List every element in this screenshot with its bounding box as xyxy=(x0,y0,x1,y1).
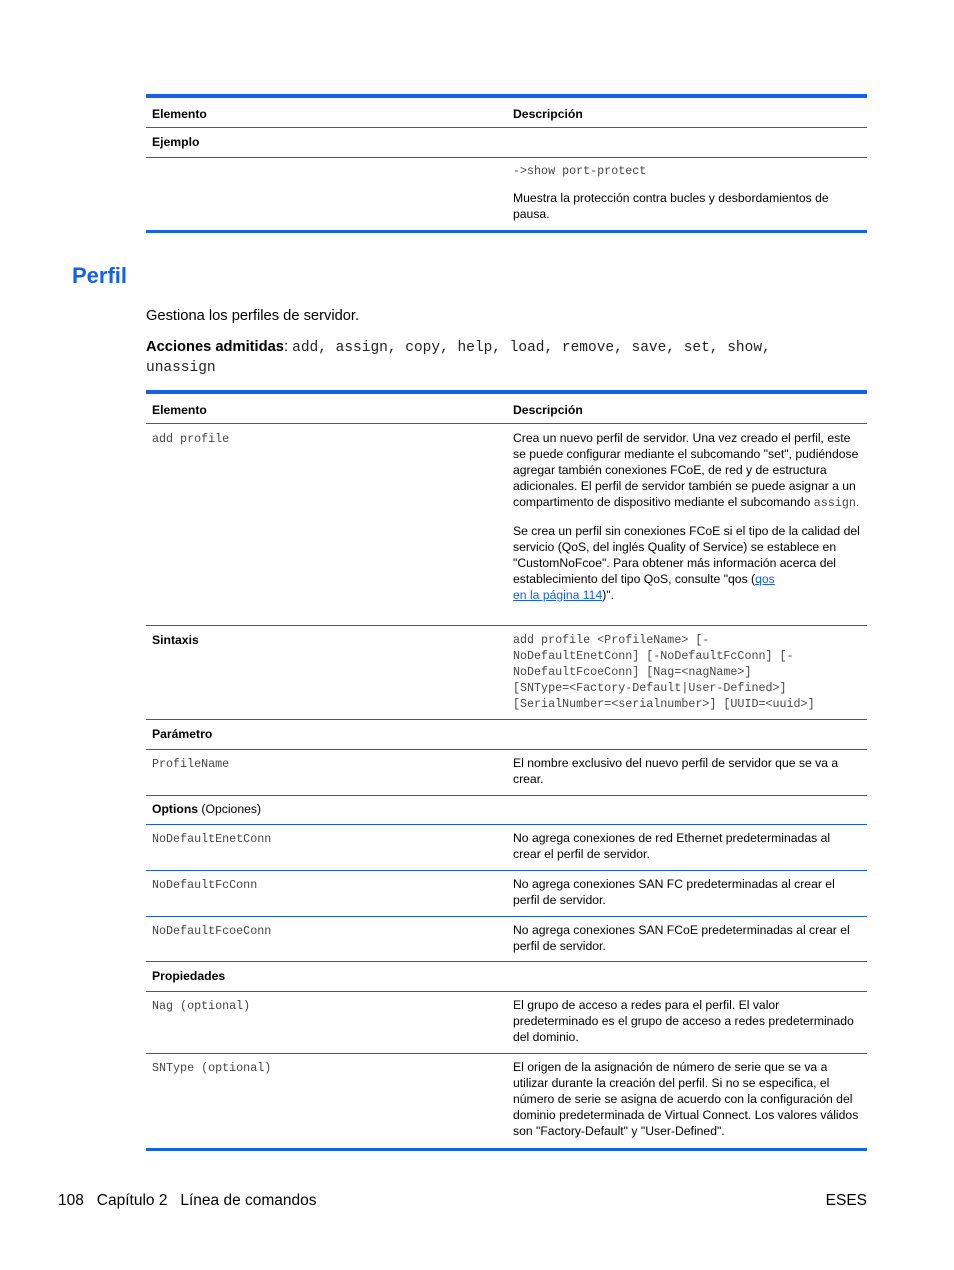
add-profile-desc-2: Se crea un perfil sin conexiones FCoE si el tipo de la calidad del servicio (QoS, del inglés Quality of Service) se establece en "CustomNoFcoe". Para obtener más información acerca del establecimiento del tipo QoS, consulte "qos (qos en la página 114)". xyxy=(513,523,860,602)
table-row xyxy=(146,961,867,991)
profilename-param: ProfileName xyxy=(146,749,507,795)
propiedades-label: Propiedades xyxy=(146,961,507,991)
table-row xyxy=(146,916,867,961)
property-name: Nag (optional) xyxy=(146,991,507,1053)
table-row xyxy=(146,1053,867,1149)
table-row xyxy=(146,749,867,795)
add-profile-desc xyxy=(507,423,867,625)
qos-link[interactable]: qos xyxy=(755,571,775,586)
option-name: NoDefaultFcConn xyxy=(146,870,507,916)
profile-table xyxy=(146,390,867,1151)
example-command: ->show port-protect xyxy=(513,163,647,178)
add-profile-cmd: add profile xyxy=(146,423,507,625)
option-name: NoDefaultFcoeConn xyxy=(146,916,507,961)
page-114-link[interactable]: en la página 114 xyxy=(513,587,603,602)
option-desc: No agrega conexiones SAN FCoE predeterminadas al crear el perfil de servidor. xyxy=(507,916,867,961)
table-row xyxy=(146,991,867,1053)
add-profile-desc-1: Crea un nuevo perfil de servidor. Una vez creado el perfil, este se puede configurar mediante el subcomando "set", pudiéndose agregar también conexiones FCoE, de red y de estructura adicionales. El perfil de servidor también se puede asignar a un compartimento de dispositivo mediante el subcomando assign. xyxy=(513,430,860,510)
header-descripcion: Descripción xyxy=(507,392,867,423)
header-descripcion: Descripción xyxy=(507,96,867,127)
profilename-desc: El nombre exclusivo del nuevo perfil de servidor que se va a crear. xyxy=(507,749,867,795)
property-desc: El grupo de acceso a redes para el perfil. El valor predeterminado es el grupo de acceso a redes predeterminado del dominio. xyxy=(507,991,867,1053)
ejemplo-label: Ejemplo xyxy=(146,127,507,157)
property-name: SNType (optional) xyxy=(146,1053,507,1149)
option-desc: No agrega conexiones SAN FC predeterminadas al crear el perfil de servidor. xyxy=(507,870,867,916)
option-desc: No agrega conexiones de red Ethernet predeterminadas al crear el perfil de servidor. xyxy=(507,824,867,870)
example-table xyxy=(146,94,867,233)
section-intro: Gestiona los perfiles de servidor. xyxy=(146,308,360,324)
sintaxis-label: Sintaxis xyxy=(146,625,507,719)
table-row xyxy=(146,870,867,916)
footer-page-info: 108 Capítulo 2 Línea de comandos xyxy=(58,1192,317,1209)
table-row xyxy=(146,795,867,824)
acciones-list-cont: unassign xyxy=(146,360,216,376)
footer-locale: ESES xyxy=(825,1192,867,1209)
example-description: Muestra la protección contra bucles y desbordamientos de pausa. xyxy=(513,190,829,221)
property-desc: El origen de la asignación de número de serie que se va a utilizar durante la creación del perfil. Si no se especifica, el número de serie se asigna de acuerdo con la configuración del dominio predeterminada de Virtual Connect. Los valores válidos son "Factory-Default" y "User-Defined". xyxy=(507,1053,867,1149)
header-elemento: Elemento xyxy=(146,392,507,423)
section-title: Perfil xyxy=(72,263,128,288)
header-elemento: Elemento xyxy=(146,96,507,127)
table-row xyxy=(146,625,867,719)
example-cell xyxy=(507,157,867,231)
sintaxis-code: add profile <ProfileName> [- NoDefaultEnetConn] [-NoDefaultFcConn] [- NoDefaultFcoeConn] [Nag=<nagName>] [SNType=<Factory-Default|User-Defined>] [SerialNumber=<serialnumber>] [UUID=<uuid>] xyxy=(507,625,867,719)
acciones-list: add, assign, copy, help, load, remove, save, set, show, xyxy=(292,340,771,356)
option-name: NoDefaultEnetConn xyxy=(146,824,507,870)
table-row xyxy=(146,824,867,870)
options-label: Options (Opciones) xyxy=(146,795,507,824)
table-row xyxy=(146,423,867,625)
table-row xyxy=(146,719,867,749)
acciones-label: Acciones admitidas xyxy=(146,339,284,355)
acciones-admitidas: Acciones admitidas: add, assign, copy, help, load, remove, save, set, show, unassign xyxy=(146,339,771,376)
parametro-label: Parámetro xyxy=(146,719,507,749)
